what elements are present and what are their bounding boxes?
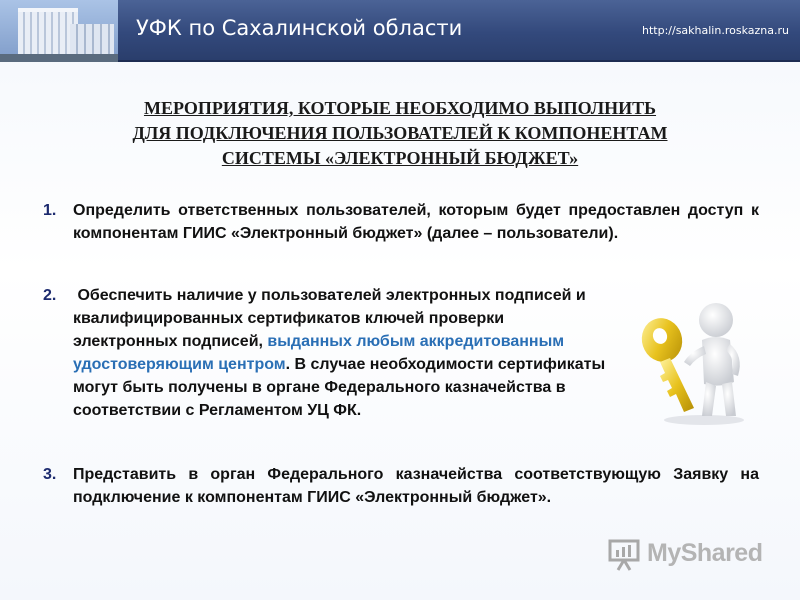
slide-title-line: ДЛЯ ПОДКЛЮЧЕНИЯ ПОЛЬЗОВАТЕЛЕЙ К КОМПОНЕНТАМ (132, 123, 668, 143)
presentation-board-icon (607, 537, 643, 573)
list-item-number: 1. (43, 202, 57, 219)
header-url[interactable]: http://sakhalin.roskazna.ru (642, 24, 789, 37)
list-item-highlight: выданных любым аккредитованным удостоверяющим центром (73, 333, 565, 373)
list-item-text-part: Обеспечить наличие у пользователей электронных подписей и квалифицированных сертификатов ключей проверки электронных подписей, (73, 287, 586, 350)
slide-title-line: СИСТЕМЫ «ЭЛЕКТРОННЫЙ БЮДЖЕТ» (221, 148, 579, 168)
list-item-text: Определить ответственных пользователей, которым будет предоставлен доступ к компонентам ГИИС «Электронный бюджет» (далее – пользователи). (73, 202, 759, 242)
list-item-text: Представить в орган Федерального казначейства соответствующую Заявку на подключение к компонентам ГИИС «Электронный бюджет». (73, 466, 759, 506)
header-title: УФК по Сахалинской области (136, 16, 463, 40)
slide-title (40, 96, 760, 171)
watermark (607, 535, 767, 573)
list-item-number: 3. (43, 466, 57, 483)
header-banner (0, 0, 800, 62)
slide-title-line: МЕРОПРИЯТИЯ, КОТОРЫЕ НЕОБХОДИМО ВЫПОЛНИТЬ (143, 98, 657, 118)
watermark-text: MyShared (647, 539, 763, 567)
list-item-text-part: . В случае необходимости сертификаты могут быть получены в органе Федерального казначейства в соответствии с Регламентом УЦ ФК. (73, 356, 606, 419)
building-photo (0, 0, 118, 62)
person-with-key-icon (632, 296, 760, 428)
list-item-text (73, 284, 613, 422)
list-item-number: 2. (43, 287, 57, 304)
